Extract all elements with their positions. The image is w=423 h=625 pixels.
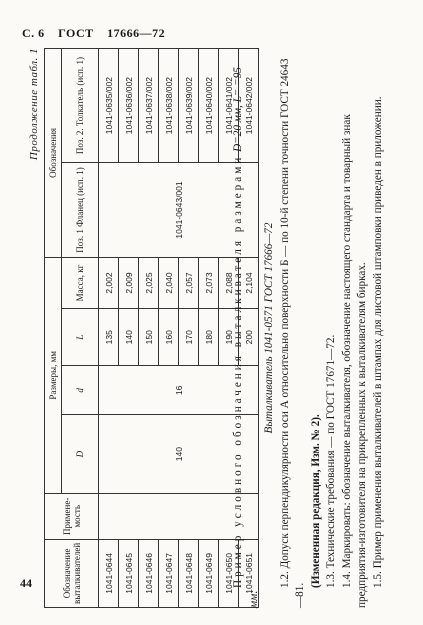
example-paragraph	[231, 48, 262, 608]
cell-L: 140	[119, 309, 139, 366]
cell-mass: 2,073	[199, 257, 219, 309]
col-application-header: Примене-мость	[45, 493, 99, 539]
cell-pos2: 1041-0637/002	[139, 49, 159, 163]
cell-L: 180	[199, 309, 219, 366]
cell-designation: 1041-0646	[139, 539, 159, 607]
paragraph-1-3: 1.3. Технические требования — по ГОСТ 17671—72.	[325, 334, 337, 588]
cell-d: 16	[99, 366, 259, 415]
col-mass-header: Масса, кг	[62, 257, 99, 309]
cell-L: 170	[179, 309, 199, 366]
cell-designation: 1041-0650	[219, 539, 239, 607]
page-number: 44	[20, 576, 32, 590]
cell-designation: 1041-0644	[99, 539, 119, 607]
group-designations-header: Обозначения	[45, 49, 62, 258]
cell-L: 160	[159, 309, 179, 366]
header-number: 17666—72	[107, 26, 166, 40]
cell-pos2: 1041-0635/002	[99, 49, 119, 163]
cell-L: 135	[99, 309, 119, 366]
cell-designation: 1041-0645	[119, 539, 139, 607]
cell-mass: 2,009	[119, 257, 139, 309]
rotated-content	[28, 48, 388, 608]
cell-mass: 2,040	[159, 257, 179, 309]
example-designation: Выталкиватель 1041-0571 ГОСТ 17666—72	[263, 222, 275, 434]
cell-mass: 2,057	[179, 257, 199, 309]
cell-L: 190	[219, 309, 239, 366]
col-pos1-header: Поз. 1 Фланец (исп. 1)	[62, 163, 99, 258]
col-L-header: L	[62, 309, 99, 366]
paragraph-1-2-edit: (Измененная редакция, Изм. № 2).	[309, 414, 322, 588]
example-lead: Пример условного обозначения выталкивателя размерами	[232, 154, 244, 588]
cell-mass: 2,104	[239, 257, 259, 309]
cell-pos2: 1041-0638/002	[159, 49, 179, 163]
paragraph-1-5: 1.5. Пример применения выталкивателей в штампах для листовой штамповки приведен в приложении.	[371, 96, 384, 588]
cell-mass: 2,002	[99, 257, 119, 309]
body-text	[231, 48, 386, 608]
cell-L: 150	[139, 309, 159, 366]
cell-designation: 1041-0651	[239, 539, 259, 607]
cell-mass: 2,088	[219, 257, 239, 309]
col-designation-header: Обозначение выталкивателей	[45, 539, 99, 607]
cell-pos1: 1041-0643/001	[99, 163, 259, 258]
paragraph-1-2: 1.2. Допуск перпендикулярности оси А относительно поверхности Б — по 10-й степени точности ГОСТ 24643—81.	[278, 58, 306, 608]
continuation-label: Продолжение табл. 1	[28, 48, 40, 161]
cell-pos2: 1041-0641/002	[219, 49, 239, 163]
col-d-header: d	[62, 366, 99, 415]
example-dims: D=20 мм, L= =95 мм:	[232, 67, 260, 608]
table-row	[99, 49, 119, 608]
spec-table	[44, 48, 259, 608]
cell-pos2: 1041-0636/002	[119, 49, 139, 163]
cell-designation: 1041-0648	[179, 539, 199, 607]
header-page-ref: С. 6	[22, 26, 45, 40]
cell-pos2: 1041-0640/002	[199, 49, 219, 163]
page-header	[22, 26, 175, 41]
cell-designation: 1041-0649	[199, 539, 219, 607]
cell-D: 140	[99, 415, 259, 493]
col-D-header: D	[62, 415, 99, 493]
cell-L: 200	[239, 309, 259, 366]
col-pos2-header: Поз. 2. Толкатель (исп. 1)	[62, 49, 99, 163]
group-sizes-header: Размеры, мм	[45, 257, 62, 493]
header-standard: ГОСТ	[58, 26, 94, 40]
cell-designation: 1041-0647	[159, 539, 179, 607]
cell-mass: 2,025	[139, 257, 159, 309]
paragraph-1-4: 1.4. Маркировать: обозначение выталкивателя, обозначение настоящего стандарта и товарный знак предприятия-изготовителя на прикрепленных к выталкивателям бирках.	[340, 114, 368, 608]
cell-pos2: 1041-0642/002	[239, 49, 259, 163]
cell-pos2: 1041-0639/002	[179, 49, 199, 163]
